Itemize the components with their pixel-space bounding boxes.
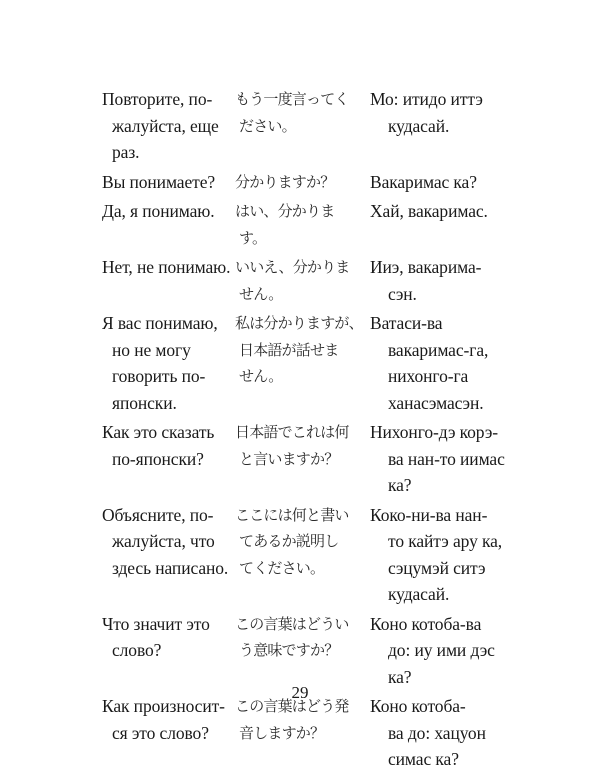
transliteration-line: кудасай. [388, 584, 450, 604]
japanese-phrase-line: 日本語でこれは何 [235, 423, 349, 441]
russian-phrase-line: Что значит это [102, 613, 210, 634]
japanese-phrase [235, 419, 370, 472]
transliteration-line: ка? [388, 475, 412, 495]
phrase-row [102, 419, 522, 499]
japanese-phrase-line: す。 [239, 228, 267, 247]
russian-phrase [102, 419, 235, 472]
japanese-phrase [235, 254, 370, 307]
transliteration-line: Коно котоба- [370, 696, 466, 716]
transliteration-line: ва нан-то иимас [388, 448, 505, 469]
japanese-phrase-line: この言葉はどう発 [235, 697, 349, 715]
russian-phrase-line: раз. [112, 142, 140, 162]
russian-phrase-line: слово? [112, 640, 162, 660]
phrase-row [102, 198, 522, 251]
japanese-phrase [235, 502, 370, 582]
transliteration-line: ка? [388, 666, 412, 687]
transliteration-line: Вакаримас ка? [370, 171, 477, 192]
russian-phrase [102, 502, 235, 582]
transliteration-line: Ватаси-ва [370, 313, 443, 333]
transliteration-line: сэцумэй ситэ [388, 557, 486, 578]
japanese-phrase [235, 611, 370, 664]
japanese-phrase-line: もう一度言ってく [235, 90, 349, 108]
russian-phrase-line: Я вас понимаю, [102, 313, 218, 333]
japanese-phrase-line: せん。 [239, 284, 283, 303]
russian-phrase-line: говорить по- [112, 366, 206, 386]
phrase-row [102, 86, 522, 166]
japanese-phrase-line: てあるか説明し [239, 532, 339, 550]
transliteration [370, 169, 522, 196]
transliteration-line: Коко-ни-ва нан- [370, 504, 488, 525]
transliteration-line: сэн. [388, 283, 417, 304]
russian-phrase [102, 611, 235, 664]
japanese-phrase-line: せん。 [239, 367, 283, 385]
transliteration-line: вакаримас-га, [388, 339, 489, 360]
russian-phrase-line: Как это сказать [102, 422, 215, 442]
russian-phrase [102, 169, 235, 196]
transliteration-line: Коно котоба-ва [370, 613, 482, 634]
phrase-row [102, 502, 522, 608]
transliteration-line: симас ка? [388, 749, 459, 769]
transliteration [370, 254, 522, 307]
transliteration [370, 693, 522, 773]
russian-phrase-line: здесь написано. [112, 557, 229, 578]
transliteration [370, 86, 522, 139]
phrase-row [102, 310, 522, 416]
phrase-row [102, 611, 522, 691]
phrase-row [102, 254, 522, 307]
japanese-phrase-line: いいえ、分かりま [235, 258, 350, 276]
phrase-table [102, 86, 522, 776]
russian-phrase-line: по-японски? [112, 448, 204, 469]
japanese-phrase-line: てください。 [239, 558, 325, 577]
transliteration [370, 611, 522, 691]
russian-phrase-line: Как произносит- [102, 696, 225, 716]
russian-phrase-line: Повторите, по- [102, 89, 213, 109]
phrase-row [102, 693, 522, 773]
transliteration [370, 198, 522, 225]
japanese-phrase-line: はい、分かりま [235, 202, 335, 220]
japanese-phrase [235, 310, 370, 390]
japanese-phrase-line: 音しますか？ [239, 723, 325, 742]
transliteration-line: Хай, вакаримас. [370, 201, 488, 221]
russian-phrase-line: Да, я понимаю. [102, 201, 215, 221]
japanese-phrase-line: ここには何と書い [235, 505, 349, 524]
transliteration [370, 502, 522, 608]
japanese-phrase [235, 198, 370, 251]
japanese-phrase-line: と言いますか？ [239, 449, 339, 468]
russian-phrase-line: но не могу [112, 339, 191, 360]
russian-phrase-line: ся это слово? [112, 722, 209, 743]
japanese-phrase-line: ださい。 [239, 116, 296, 135]
japanese-phrase-line: う意味ですか？ [239, 641, 339, 659]
japanese-phrase-line: 私は分かりますが、 [235, 314, 363, 332]
japanese-phrase-line: 分かりますか？ [235, 172, 335, 191]
transliteration-line: Ииэ, вакарима- [370, 257, 482, 277]
transliteration-line: до: иу ими дэс [388, 640, 495, 660]
japanese-phrase [235, 86, 370, 139]
transliteration [370, 310, 522, 416]
japanese-phrase [235, 169, 370, 196]
transliteration-line: ва до: хацуон [388, 722, 486, 743]
russian-phrase-line: Нет, не понимаю. [102, 257, 231, 277]
transliteration-line: Мо: итидо иттэ [370, 89, 483, 109]
russian-phrase [102, 310, 235, 416]
russian-phrase [102, 254, 235, 281]
russian-phrase-line: японски. [112, 392, 177, 413]
japanese-phrase-line: 日本語が話せま [239, 340, 339, 359]
phrase-row [102, 169, 522, 196]
transliteration [370, 419, 522, 499]
page-number: 29 [291, 683, 309, 702]
transliteration-line: Нихонго-дэ корэ- [370, 422, 499, 442]
russian-phrase-line: жалуйста, что [112, 531, 215, 551]
russian-phrase-line: Вы понимаете? [102, 171, 216, 192]
russian-phrase [102, 198, 235, 225]
transliteration-line: нихонго-га [388, 366, 469, 386]
russian-phrase-line: жалуйста, еще [112, 115, 219, 136]
transliteration-line: ханасэмасэн. [388, 392, 484, 413]
japanese-phrase-line: この言葉はどうい [235, 614, 349, 633]
russian-phrase [102, 86, 235, 166]
transliteration-line: то кайтэ ару ка, [388, 531, 503, 551]
transliteration-line: кудасай. [388, 115, 450, 136]
russian-phrase-line: Объясните, по- [102, 504, 214, 525]
